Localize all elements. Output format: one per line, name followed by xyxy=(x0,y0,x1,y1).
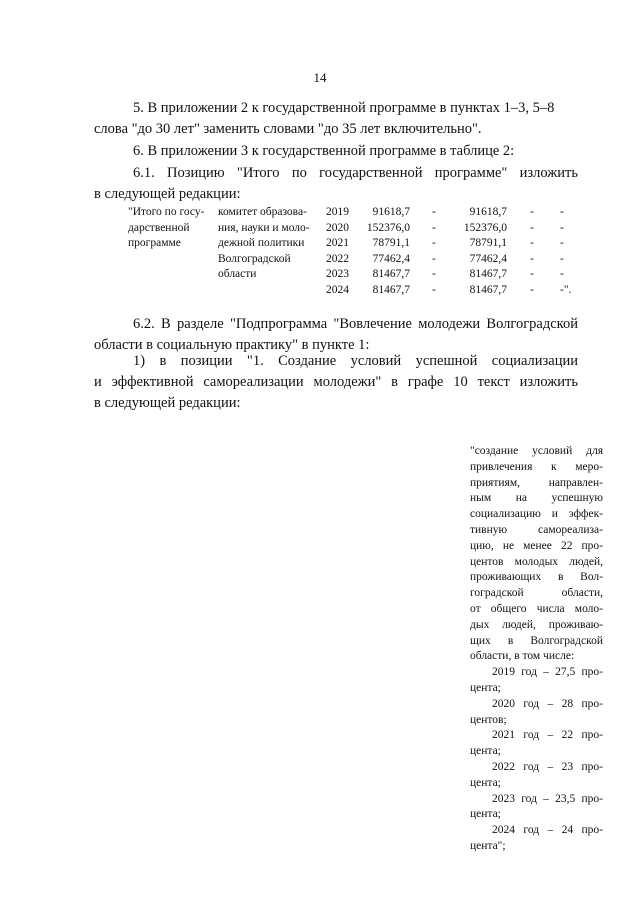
table-cell: Волгоградской xyxy=(218,252,291,265)
para61-line2: в следующей редакции: xyxy=(94,186,241,202)
cell-line: привлечения к меро- xyxy=(470,460,603,473)
table-cell: 2021 xyxy=(326,237,349,249)
cell-line: ным на успешную xyxy=(470,492,603,505)
table-cell: 91618,7 xyxy=(372,206,410,218)
table-cell: 81467,7 xyxy=(469,283,507,296)
item1-line2: и эффективной самореализации молодежи" в графе 10 текст изложить xyxy=(94,374,578,390)
year-2022-cont: цента; xyxy=(470,776,501,789)
cell-line: тивную самореализа- xyxy=(470,523,603,536)
table-cell: - xyxy=(560,206,564,218)
table-cell: 152376,0 xyxy=(463,221,507,234)
table-cell: - xyxy=(530,221,534,234)
year-2024-line: 2024 год – 24 про- xyxy=(492,824,603,837)
year-2020-cont: центов; xyxy=(470,713,507,726)
table-cell: - xyxy=(530,252,534,265)
para6-line: 6. В приложении 3 к государственной программе в таблице 2: xyxy=(133,143,515,159)
table-cell: дежной политики xyxy=(218,237,305,249)
year-2019-line: 2019 год – 27,5 про- xyxy=(492,666,603,679)
table-cell: - xyxy=(432,283,436,296)
table-cell: ния, науки и моло- xyxy=(218,221,310,234)
table-cell: комитет образова- xyxy=(218,206,307,218)
table-cell: - xyxy=(560,237,564,249)
table-cell: 81467,7 xyxy=(469,268,507,280)
table-cell: 77462,4 xyxy=(469,252,507,265)
para5-line2: слова "до 30 лет" заменить словами "до 35 лет включительно". xyxy=(94,121,482,137)
table-cell: 77462,4 xyxy=(372,252,410,265)
para62-line2: области в социальную практику" в пункте 1: xyxy=(94,337,370,353)
item1-line3: в следующей редакции: xyxy=(94,395,241,411)
table-col-federal xyxy=(432,205,436,298)
table-cell: 78791,1 xyxy=(469,237,507,249)
cell-line: цию, не менее 22 про- xyxy=(470,539,603,552)
table-cell: 152376,0 xyxy=(366,221,410,234)
year-2021-line: 2021 год – 22 про- xyxy=(492,729,603,742)
table-cell: - xyxy=(432,237,436,249)
year-2023-cont: цента; xyxy=(470,808,501,821)
table-cell: 78791,1 xyxy=(372,237,410,249)
cell-line: дых людей, проживаю- xyxy=(470,618,603,631)
table-cell: 2020 xyxy=(326,221,349,234)
cell-line: центов молодых людей, xyxy=(470,555,603,568)
table-col-other xyxy=(560,205,571,298)
cell-line: "создание условий для xyxy=(470,445,603,457)
item1-line1: 1) в позиции "1. Создание условий успешной социализации xyxy=(133,353,578,369)
table-cell: - xyxy=(432,221,436,234)
table-cell: - xyxy=(530,237,534,249)
table-cell: - xyxy=(560,221,564,234)
table-col-local xyxy=(530,205,534,298)
table-cell: - xyxy=(432,252,436,265)
table-cell: - xyxy=(432,206,436,218)
table-cell: - xyxy=(560,252,564,265)
para5-line1: 5. В приложении 2 к государственной программе в пунктах 1–3, 5–8 xyxy=(133,100,555,116)
table-col-position xyxy=(128,205,204,252)
cell-line: щих в Волгоградской xyxy=(470,634,603,647)
table-cell: - xyxy=(432,268,436,280)
table-cell: 2023 xyxy=(326,268,349,280)
cell-line: гоградской области, xyxy=(470,587,603,600)
para62-line1: 6.2. В разделе "Подпрограмма "Вовлечение молодежи Волгоградской xyxy=(133,316,578,332)
cell-line: от общего числа моло- xyxy=(470,602,603,615)
year-2019-cont: цента; xyxy=(470,681,501,694)
table-cell: дарственной xyxy=(128,221,190,234)
cell-line: приятиям, направлен- xyxy=(470,476,603,489)
table-cell: 2019 xyxy=(326,206,349,218)
table-cell: - xyxy=(530,206,534,218)
table-cell: - xyxy=(530,283,534,296)
table-cell: 91618,7 xyxy=(469,206,507,218)
table-cell: программе xyxy=(128,237,181,249)
table-col-total xyxy=(360,205,410,298)
page-number: 14 xyxy=(313,70,327,85)
year-2022-line: 2022 год – 23 про- xyxy=(492,760,603,773)
cell-line: проживающих в Вол- xyxy=(470,571,603,584)
table-cell: 81467,7 xyxy=(372,283,410,296)
table-cell: - xyxy=(530,268,534,280)
table-cell: 81467,7 xyxy=(372,268,410,280)
table-col-year xyxy=(326,205,349,298)
year-2023-line: 2023 год – 23,5 про- xyxy=(492,792,603,805)
year-2021-cont: цента; xyxy=(470,745,501,758)
table-cell: области xyxy=(218,268,257,280)
cell-line: социализацию и эффек- xyxy=(470,508,603,521)
table-cell: 2022 xyxy=(326,252,349,265)
table-cell: - xyxy=(560,268,564,280)
table-cell: -". xyxy=(560,283,572,296)
cell-line: области, в том числе: xyxy=(470,650,575,663)
column10-text xyxy=(470,444,603,855)
year-2024-cont: цента"; xyxy=(470,839,506,852)
table-col-executor xyxy=(218,205,310,283)
table-col-regional xyxy=(455,205,507,298)
year-2020-line: 2020 год – 28 про- xyxy=(492,697,603,710)
table-cell: "Итого по госу- xyxy=(128,206,205,218)
para61-line1: 6.1. Позицию "Итого по государственной программе" изложить xyxy=(133,165,578,181)
table-cell: 2024 xyxy=(326,283,349,296)
